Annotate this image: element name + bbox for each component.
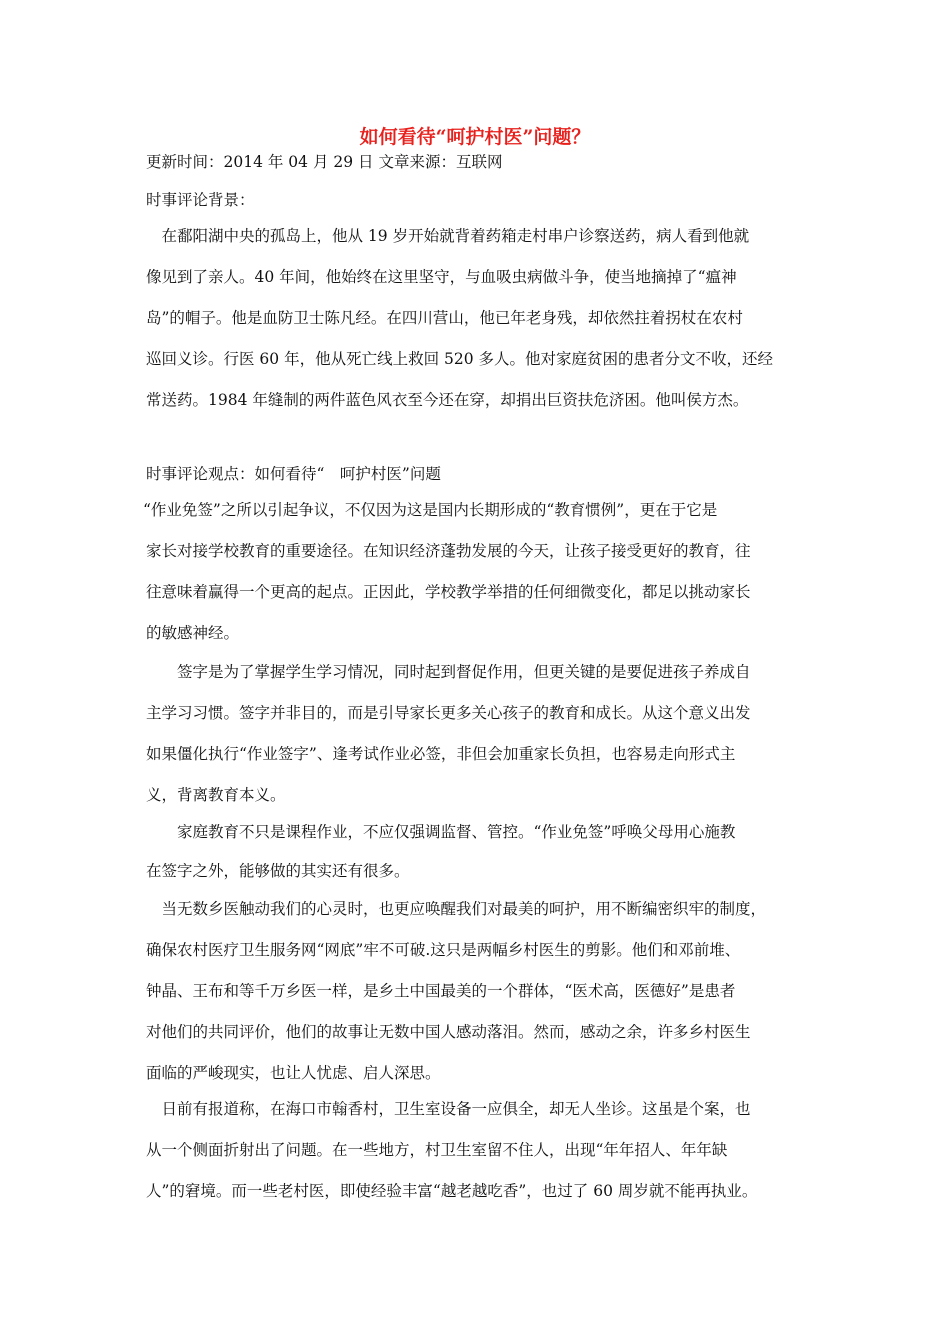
background-heading: 时事评论背景： (146, 191, 255, 209)
paragraph-line: 钟晶、王布和等千万乡医一样，是乡土中国最美的一个群体，“医术高，医德好”是患者 (146, 982, 736, 1000)
paragraph-line: 巡回义诊。行医 60 年，他从死亡线上救回 520 多人。他对家庭贫困的患者分文不收，还经 (146, 350, 774, 368)
page-title: 如何看待“呵护村医”问题？ (359, 126, 591, 148)
paragraph-line: 往意味着赢得一个更高的起点。正因此，学校教学举措的任何细微变化，都足以挑动家长 (146, 583, 751, 601)
paragraph-line: 对他们的共同评价，他们的故事让无数中国人感动落泪。然而，感动之余，许多乡村医生 (146, 1023, 751, 1041)
paragraph-line: “作业免签”之所以引起争议，不仅因为这是国内长期形成的“教育惯例”，更在于它是 (143, 501, 718, 519)
paragraph-line: 面临的严峻现实，也让人忧虑、启人深思。 (146, 1064, 441, 1082)
paragraph-line: 人”的窘境。而一些老村医，即使经验丰富“越老越吃香”，也过了 60 周岁就不能再执业。 (146, 1182, 758, 1200)
article-meta: 更新时间：2014 年 04 月 29 日 文章来源：互联网 (146, 153, 503, 171)
paragraph-line: 当无数乡医触动我们的心灵时，也更应唤醒我们对最美的呵护，用不断编密织牢的制度， (146, 900, 767, 918)
paragraph-line: 签字是为了掌握学生学习情况，同时起到督促作用，但更关键的是要促进孩子养成自 (146, 663, 751, 681)
paragraph-line: 从一个侧面折射出了问题。在一些地方，村卫生室留不住人，出现“年年招人、年年缺 (146, 1141, 728, 1159)
paragraph-line: 的敏感神经。 (146, 624, 240, 642)
paragraph-line: 像见到了亲人。40 年间，他始终在这里坚守，与血吸虫病做斗争，使当地摘掉了“瘟神 (146, 268, 737, 286)
paragraph-line: 如果僵化执行“作业签字”、逢考试作业必签，非但会加重家长负担，也容易走向形式主 (146, 745, 736, 763)
paragraph-line: 在签字之外，能够做的其实还有很多。 (146, 862, 410, 880)
opinion-heading: 时事评论观点：如何看待“ 呵护村医”问题 (146, 465, 441, 483)
paragraph-line: 常送药。1984 年缝制的两件蓝色风衣至今还在穿，却捐出巨资扶危济困。他叫侯方杰。 (146, 391, 749, 409)
paragraph-line: 家庭教育不只是课程作业，不应仅强调监督、管控。“作业免签”呼唤父母用心施教 (146, 823, 736, 841)
paragraph-line: 岛”的帽子。他是血防卫士陈凡经。在四川营山，他已年老身残，却依然拄着拐杖在农村 (146, 309, 743, 327)
paragraph-line: 日前有报道称，在海口市翰香村，卫生室设备一应俱全，却无人坐诊。这虽是个案，也 (146, 1100, 751, 1118)
paragraph-line: 义，背离教育本义。 (146, 786, 286, 804)
paragraph-line: 家长对接学校教育的重要途径。在知识经济蓬勃发展的今天，让孩子接受更好的教育，往 (146, 542, 751, 560)
paragraph-line: 主学习习惯。签字并非目的，而是引导家长更多关心孩子的教育和成长。从这个意义出发 (146, 704, 751, 722)
paragraph-line: 确保农村医疗卫生服务网“网底”牢不可破.这只是两幅乡村医生的剪影。他们和邓前堆、 (146, 941, 741, 959)
paragraph-line: 在鄱阳湖中央的孤岛上，他从 19 岁开始就背着药箱走村串户诊察送药，病人看到他就 (146, 227, 750, 245)
